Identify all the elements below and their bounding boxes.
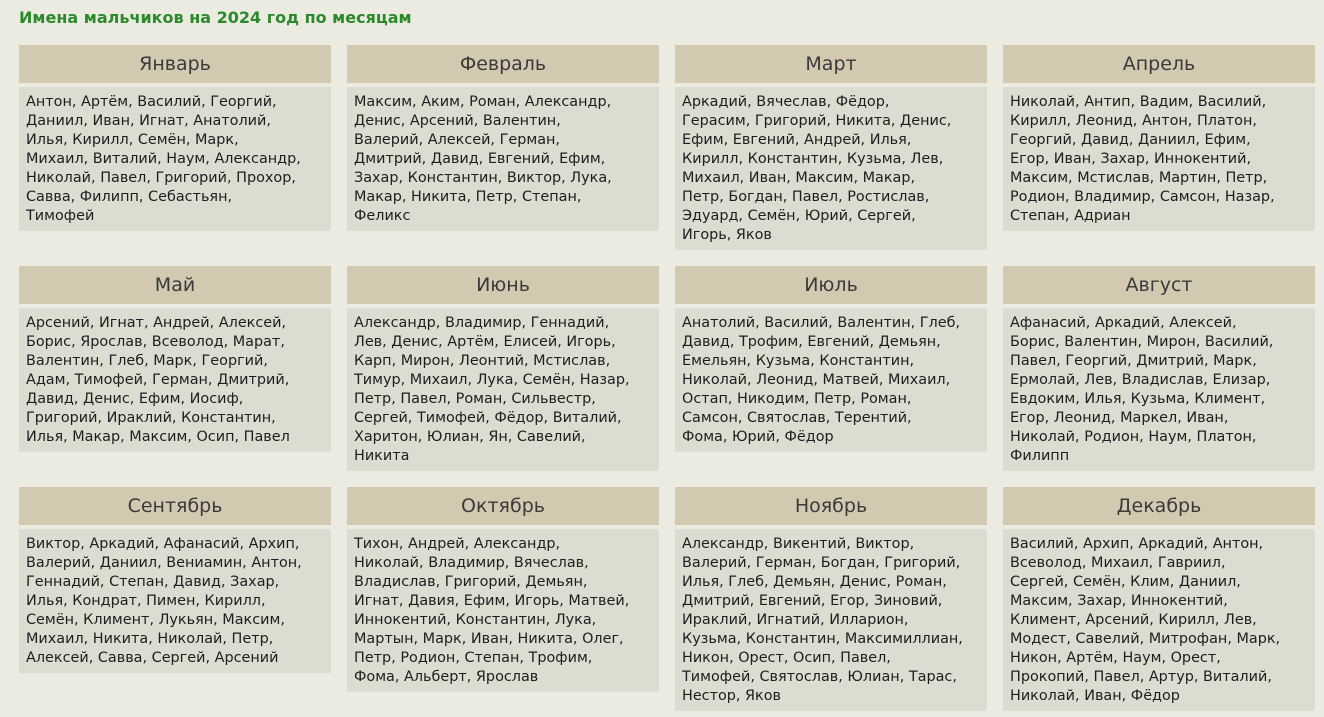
month-card-january <box>19 45 331 253</box>
page-title: Имена мальчиков на 2024 год по месяцам <box>19 8 412 27</box>
month-header: Июнь <box>347 266 659 304</box>
month-card-october <box>347 487 659 717</box>
month-card-august <box>1003 266 1315 474</box>
month-header: Май <box>19 266 331 304</box>
month-header: Декабрь <box>1003 487 1315 525</box>
month-header: Сентябрь <box>19 487 331 525</box>
months-grid <box>19 45 1315 717</box>
month-card-june <box>347 266 659 474</box>
month-names: Александр, Викентий, Виктор, Валерий, Герман, Богдан, Григорий, Илья, Глеб, Демьян, Денис, Роман, Дмитрий, Евгений, Егор, Зиновий, Ираклий, Игнатий, Илларион, Кузьма, Константин, Максимиллиан, Никон, Орест, Осип, Павел, Тимофей, Святослав, Юлиан, Тарас, Нестор, Яков <box>675 529 987 711</box>
month-names: Анатолий, Василий, Валентин, Глеб, Давид, Трофим, Евгений, Демьян, Емельян, Кузьма, Константин, Николай, Леонид, Матвей, Михаил, Остап, Никодим, Петр, Роман, Самсон, Святослав, Терентий, Фома, Юрий, Фёдор <box>675 308 987 452</box>
month-names: Тихон, Андрей, Александр, Николай, Владимир, Вячеслав, Владислав, Григорий, Демьян, Игнат, Давия, Ефим, Игорь, Матвей, Иннокентий, Константин, Лука, Мартын, Марк, Иван, Никита, Олег, Петр, Родион, Степан, Трофим, Фома, Альберт, Ярослав <box>347 529 659 692</box>
month-names: Максим, Аким, Роман, Александр, Денис, Арсений, Валентин, Валерий, Алексей, Герман, Дмитрий, Давид, Евгений, Ефим, Захар, Константин, Виктор, Лука, Макар, Никита, Петр, Степан, Феликс <box>347 87 659 231</box>
month-header: Февраль <box>347 45 659 83</box>
month-names: Александр, Владимир, Геннадий, Лев, Денис, Артём, Елисей, Игорь, Карп, Мирон, Леонтий, Мстислав, Тимур, Михаил, Лука, Семён, Назар, Петр, Павел, Роман, Сильвестр, Сергей, Тимофей, Фёдор, Виталий, Харитон, Юлиан, Ян, Савелий, Никита <box>347 308 659 471</box>
month-names: Николай, Антип, Вадим, Василий, Кирилл, Леонид, Антон, Платон, Георгий, Давид, Даниил, Ефим, Егор, Иван, Захар, Иннокентий, Максим, Мстислав, Мартин, Петр, Родион, Владимир, Самсон, Назар, Степан, Адриан <box>1003 87 1315 231</box>
month-header: Июль <box>675 266 987 304</box>
month-names: Василий, Архип, Аркадий, Антон, Всеволод, Михаил, Гавриил, Сергей, Семён, Клим, Даниил, Максим, Захар, Иннокентий, Климент, Арсений, Кирилл, Лев, Модест, Савелий, Митрофан, Марк, Никон, Артём, Наум, Орест, Прокопий, Павел, Артур, Виталий, Николай, Иван, Фёдор <box>1003 529 1315 711</box>
month-card-november <box>675 487 987 717</box>
month-names: Антон, Артём, Василий, Георгий, Даниил, Иван, Игнат, Анатолий, Илья, Кирилл, Семён, Марк, Михаил, Виталий, Наум, Александр, Николай, Павел, Григорий, Прохор, Савва, Филипп, Себастьян, Тимофей <box>19 87 331 231</box>
month-header: Октябрь <box>347 487 659 525</box>
month-card-september <box>19 487 331 717</box>
month-names: Виктор, Аркадий, Афанасий, Архип, Валерий, Даниил, Вениамин, Антон, Геннадий, Степан, Давид, Захар, Илья, Кондрат, Пимен, Кирилл, Семён, Климент, Лукьян, Максим, Михаил, Никита, Николай, Петр, Алексей, Савва, Сергей, Арсений <box>19 529 331 673</box>
month-card-march <box>675 45 987 253</box>
month-header: Август <box>1003 266 1315 304</box>
month-names: Афанасий, Аркадий, Алексей, Борис, Валентин, Мирон, Василий, Павел, Георгий, Дмитрий, Марк, Ермолай, Лев, Владислав, Елизар, Евдоким, Илья, Кузьма, Климент, Егор, Леонид, Маркел, Иван, Николай, Родион, Наум, Платон, Филипп <box>1003 308 1315 471</box>
month-names: Аркадий, Вячеслав, Фёдор, Герасим, Григорий, Никита, Денис, Ефим, Евгений, Андрей, Илья, Кирилл, Константин, Кузьма, Лев, Михаил, Иван, Максим, Макар, Петр, Богдан, Павел, Ростислав, Эдуард, Семён, Юрий, Сергей, Игорь, Яков <box>675 87 987 250</box>
month-header: Ноябрь <box>675 487 987 525</box>
month-header: Март <box>675 45 987 83</box>
month-card-july <box>675 266 987 474</box>
month-card-december <box>1003 487 1315 717</box>
month-header: Январь <box>19 45 331 83</box>
month-card-april <box>1003 45 1315 253</box>
month-names: Арсений, Игнат, Андрей, Алексей, Борис, Ярослав, Всеволод, Марат, Валентин, Глеб, Марк, Георгий, Адам, Тимофей, Герман, Дмитрий, Давид, Денис, Ефим, Иосиф, Григорий, Ираклий, Константин, Илья, Макар, Максим, Осип, Павел <box>19 308 331 452</box>
month-card-may <box>19 266 331 474</box>
month-card-february <box>347 45 659 253</box>
month-header: Апрель <box>1003 45 1315 83</box>
